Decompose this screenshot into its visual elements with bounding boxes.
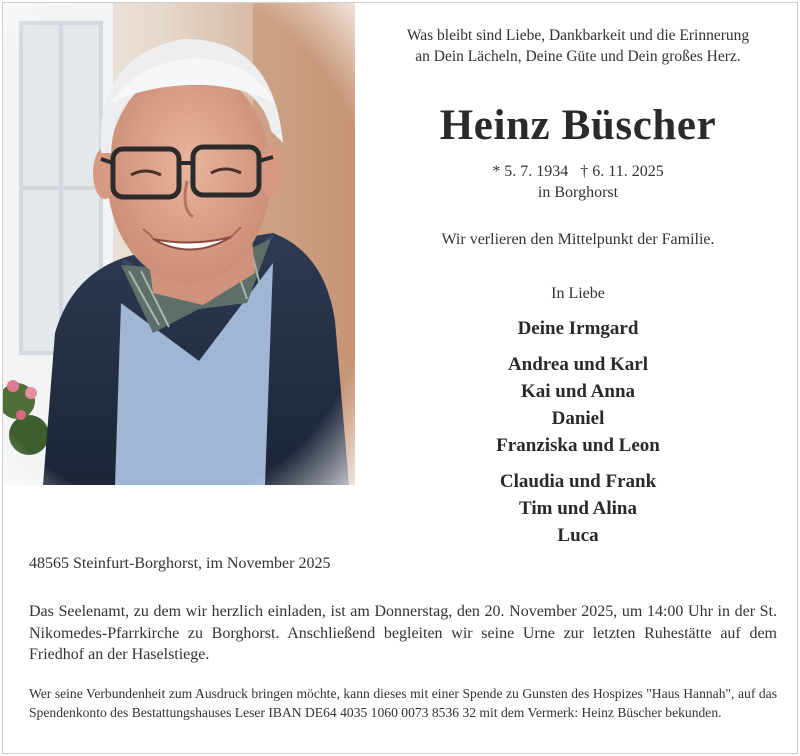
deceased-name: Heinz Büscher [439, 102, 717, 149]
mourner-name: Deine Irmgard [517, 318, 639, 339]
service-announcement: Das Seelenamt, zu dem wir herzlich einladen, ist am Donnerstag, den 20. November 2025, um 14:00 Uhr in der St. Nikomedes-Pfarrkirche zu Borghorst. Anschließend begleiten wir seine Urne zur letzten Ruhestätte auf dem Friedhof an der Haselstiege. [29, 603, 777, 663]
donation-note: Wer seine Verbundenheit zum Ausdruck bringen möchte, kann dieses mit einer Spende zu Gunsten des Hospizes "Haus Hannah", auf das Spendenkonto des Bestattungshauses Leser IBAN DE64 4035 1060 0073 8536 32 mit dem Vermerk: Heinz Büscher bekunden. [29, 686, 777, 720]
hometown: in Borghorst [537, 184, 619, 201]
memorial-quote [365, 25, 791, 67]
mourner-name: Kai und Anna [520, 381, 636, 402]
mourner-name: Andrea und Karl [507, 354, 649, 375]
mourner-group-1 [365, 351, 791, 459]
mourner-name: Tim und Alina [519, 498, 637, 519]
mourner-name: Luca [557, 525, 599, 546]
family-motto: Wir verlieren den Mittelpunkt der Familie. [441, 231, 715, 248]
location-date: 48565 Steinfurt-Borghorst, im November 2025 [29, 555, 331, 572]
mourner-group-2 [365, 468, 791, 549]
life-dates-block [365, 161, 791, 203]
mourner-name: Franziska und Leon [496, 435, 660, 456]
mourner-group-spouse [365, 315, 791, 342]
quote-line-2: an Dein Lächeln, Deine Güte und Dein großes Herz. [415, 48, 741, 65]
portrait-photo [3, 3, 355, 485]
mourner-name: Daniel [551, 408, 605, 429]
in-love-label: In Liebe [551, 285, 605, 302]
mourner-name: Claudia und Frank [499, 471, 657, 492]
mourners-list [365, 315, 791, 549]
quote-line-1: Was bleibt sind Liebe, Dankbarkeit und die Erinnerung [406, 27, 750, 44]
birth-death-dates: * 5. 7. 1934 † 6. 11. 2025 [492, 163, 664, 180]
obituary-notice [2, 2, 798, 754]
